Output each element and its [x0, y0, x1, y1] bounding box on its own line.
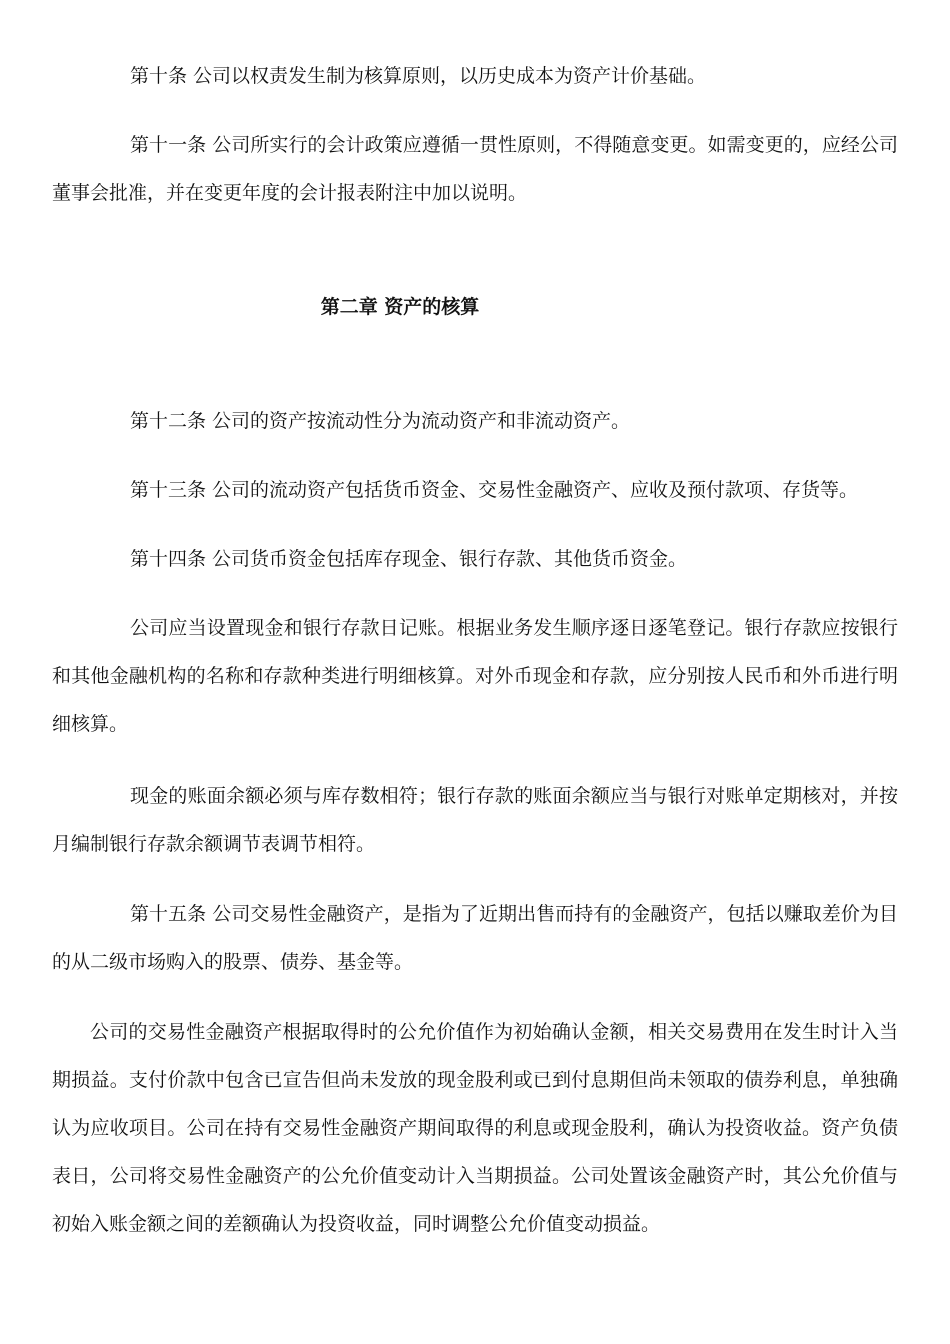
- article-12: 第十二条 公司的资产按流动性分为流动资产和非流动资产。: [130, 410, 631, 432]
- trading-assets-paragraph: 公司的交易性金融资产根据取得时的公允价值作为初始确认金额，相关交易费用在发生时计入当期损益。支付价款中包含已宣告但尚未发放的现金股利或已到付息期但尚未领取的债券利息，单独确认为应收项目。公司在持有交易性金融资产期间取得的利息或现金股利，确认为投资收益。资产负债表日，公司将交易性金融资产的公允价值变动计入当期损益。公司处置该金融资产时，其公允价值与初始入账金额之间的差额确认为投资收益，同时调整公允价值变动损益。: [52, 1021, 898, 1235]
- article-13: 第十三条 公司的流动资产包括货币资金、交易性金融资产、应收及预付款项、存货等。: [130, 479, 859, 501]
- chapter-heading: 第二章 资产的核算: [320, 296, 480, 318]
- reconciliation-paragraph: 现金的账面余额必须与库存数相符；银行存款的账面余额应当与银行对账单定期核对，并按月编制银行存款余额调节表调节相符。: [52, 785, 898, 855]
- article-15: 第十五条 公司交易性金融资产，是指为了近期出售而持有的金融资产，包括以赚取差价为目的从二级市场购入的股票、债券、基金等。: [52, 903, 898, 973]
- article-11: 第十一条 公司所实行的会计政策应遵循一贯性原则，不得随意变更。如需变更的，应经公司董事会批准，并在变更年度的会计报表附注中加以说明。: [52, 134, 898, 204]
- cash-ledger-paragraph: 公司应当设置现金和银行存款日记账。根据业务发生顺序逐日逐笔登记。银行存款应按银行和其他金融机构的名称和存款种类进行明细核算。对外币现金和存款，应分别按人民币和外币进行明细核算。: [52, 617, 898, 735]
- article-14: 第十四条 公司货币资金包括库存现金、银行存款、其他货币资金。: [130, 548, 688, 570]
- article-10: 第十条 公司以权责发生制为核算原则，以历史成本为资产计价基础。: [130, 65, 707, 87]
